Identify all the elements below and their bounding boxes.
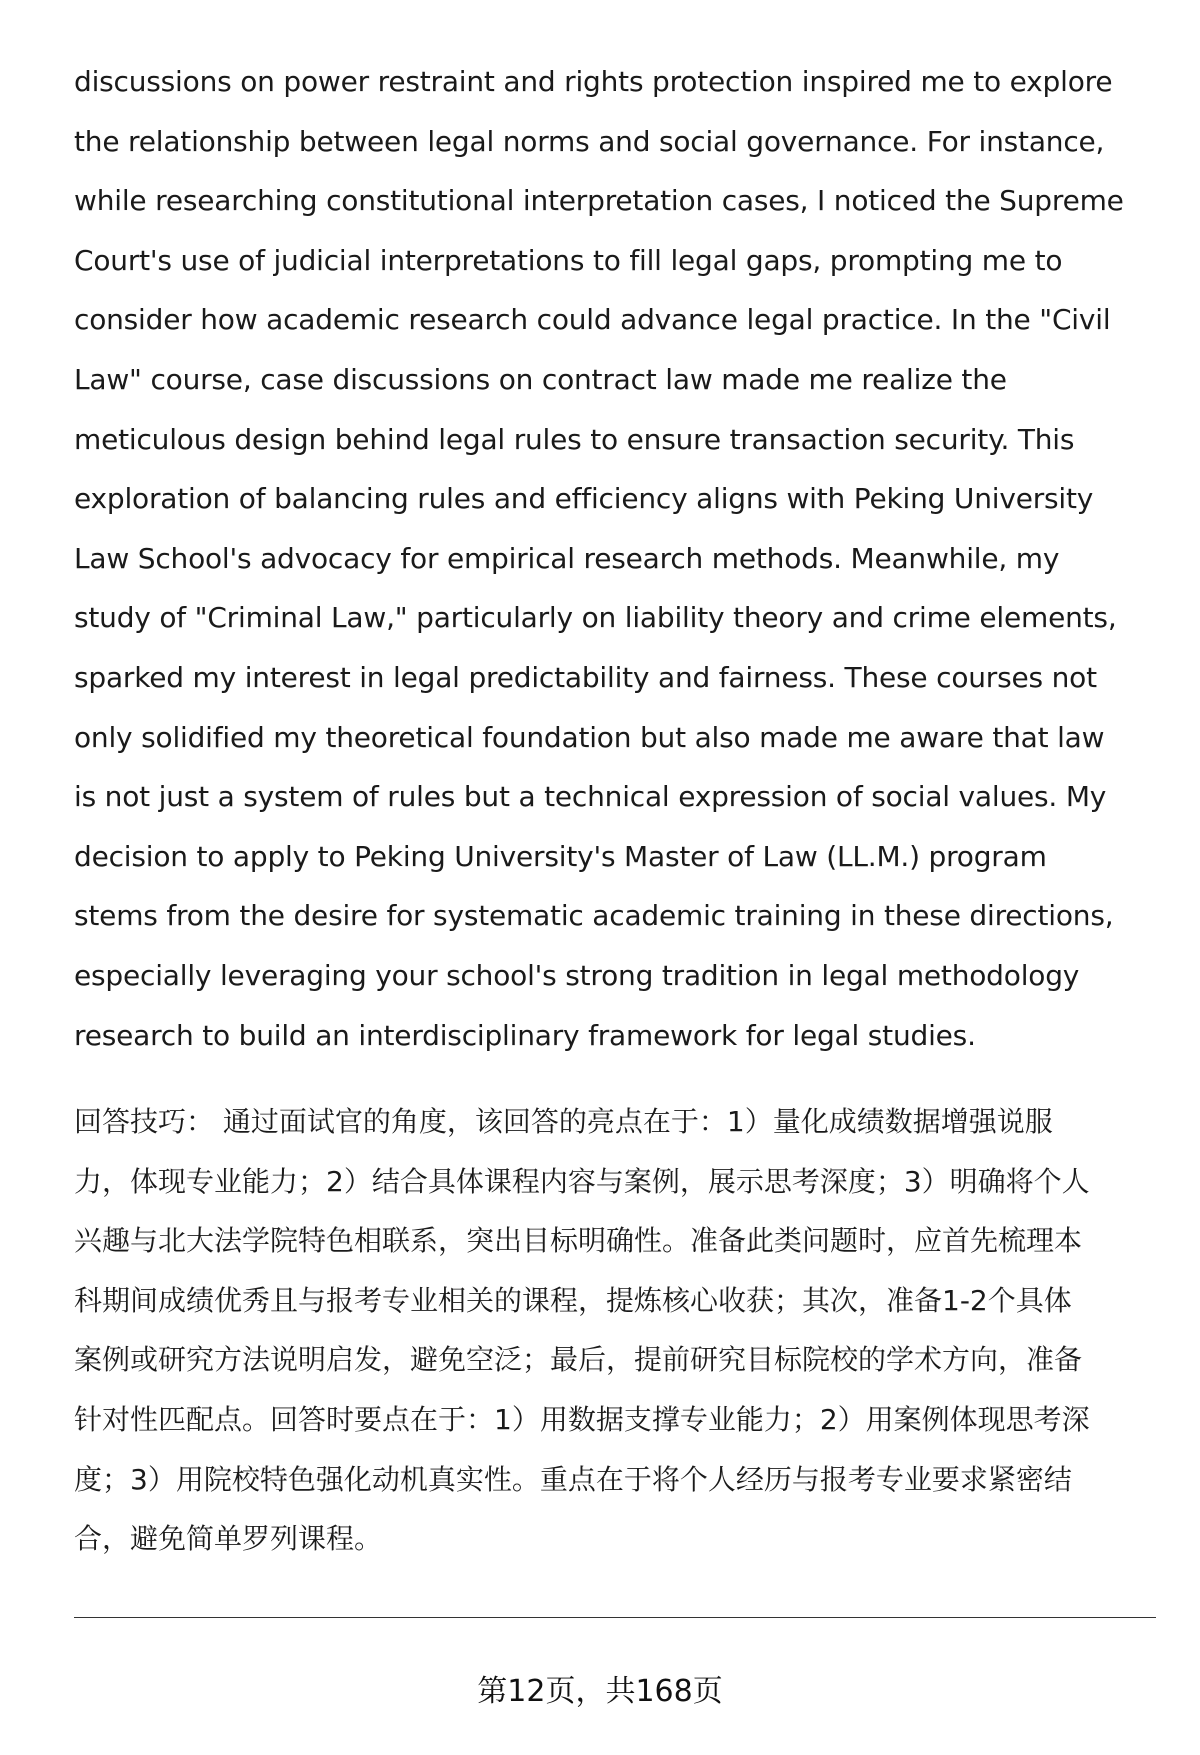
footer-divider	[74, 1617, 1156, 1618]
answer-paragraph-english: discussions on power restraint and rights protection inspired me to explore the relationship between legal norms and social governance. For instance, while researching constitutional interpretation cases, I noticed the Supreme Court's use of judicial interpretations to fill legal gaps, prompting me to consider how academic research could advance legal practice. In the "Civil Law" course, case discussions on contract law made me realize the meticulous design behind legal rules to ensure transaction security. This exploration of balancing rules and efficiency aligns with Peking University Law School's advocacy for empirical research methods. Meanwhile, my study of "Criminal Law," particularly on liability theory and crime elements, sparked my interest in legal predictability and fairness. These courses not only solidified my theoretical foundation but also made me aware that law is not just a system of rules but a technical expression of social values. My decision to apply to Peking University's Master of Law (LL.M.) program stems from the desire for systematic academic training in these directions, especially leveraging your school's strong tradition in legal methodology research to build an interdisciplinary framework for legal studies.	[74, 65, 1124, 1052]
page-number: 第12页，共168页	[477, 1674, 723, 1709]
answer-tips-paragraph: 回答技巧： 通过面试官的角度，该回答的亮点在于：1）量化成绩数据增强说服 力，体现专业能力；2）结合具体课程内容与案例，展示思考深度；3）明确将个人 兴趣与北大法学院特色相联系，突出目标明确性。准备此类问题时，应首先梳理本 科期间成绩优秀且与报考专业相关的课程，提炼核心收获；其次，准备1-2个具体 案例或研究方法说明启发，避免空泛；最后，提前研究目标院校的学术方向，准备 针对性匹配点。回答时要点在于：1）用数据支撑专业能力；2）用案例体现思考深 度；3）用院校特色强化动机真实性。重点在于将个人经历与报考专业要求紧密结 合，避免简单罗列课程。	[74, 1105, 1090, 1556]
